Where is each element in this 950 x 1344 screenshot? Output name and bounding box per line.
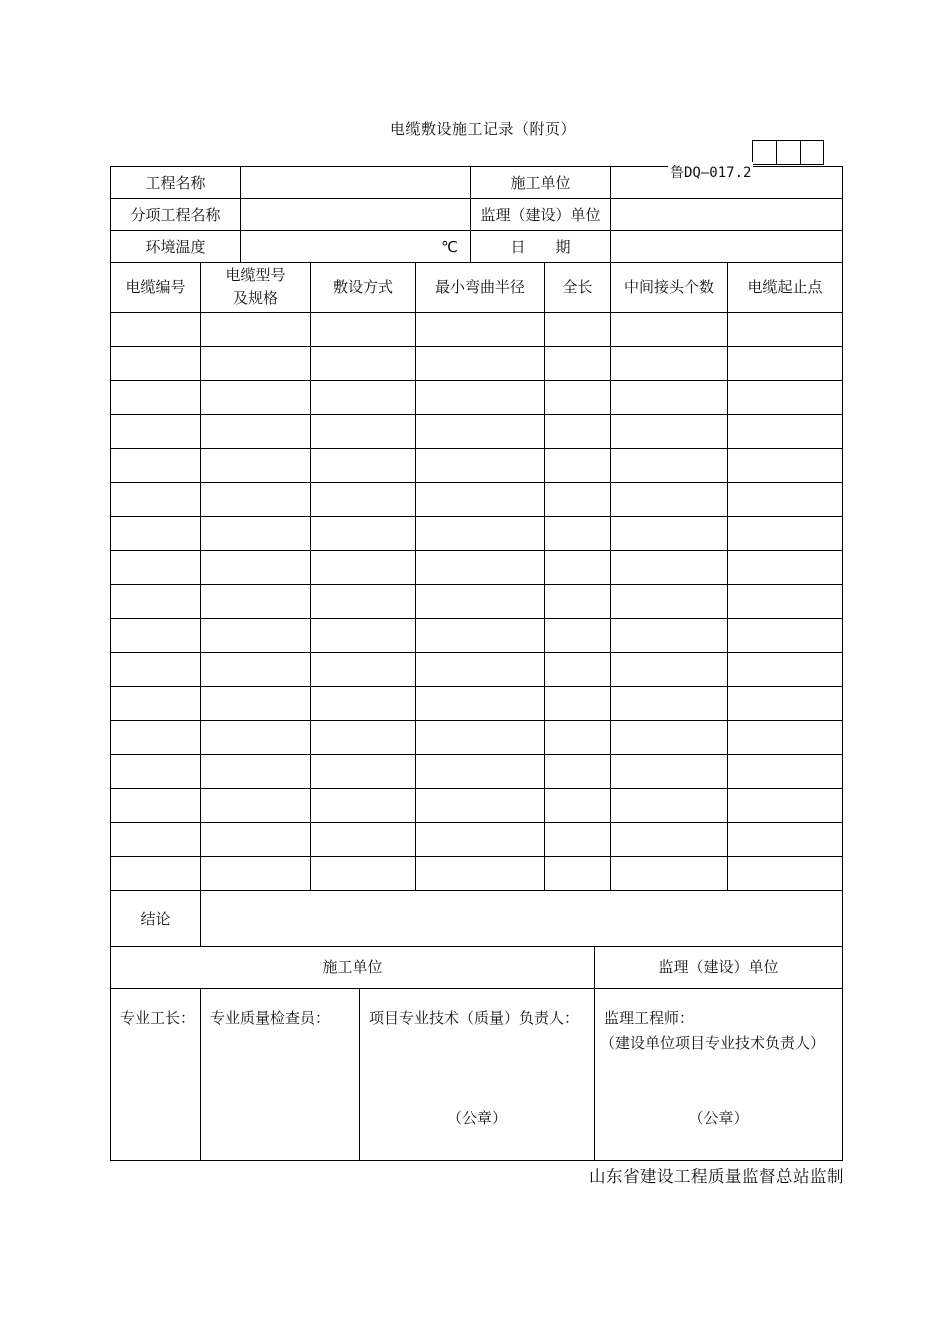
- table-cell[interactable]: [728, 380, 843, 414]
- table-cell[interactable]: [545, 686, 611, 720]
- table-cell[interactable]: [311, 482, 416, 516]
- supervision-unit-field[interactable]: [611, 199, 843, 231]
- table-cell[interactable]: [111, 856, 201, 890]
- table-cell[interactable]: [111, 618, 201, 652]
- table-cell[interactable]: [111, 380, 201, 414]
- table-cell[interactable]: [416, 584, 545, 618]
- table-cell[interactable]: [545, 720, 611, 754]
- table-cell[interactable]: [311, 788, 416, 822]
- sub-project-label: 分项工程名称: [111, 199, 241, 231]
- table-cell[interactable]: [311, 720, 416, 754]
- table-cell[interactable]: [545, 516, 611, 550]
- table-row: [111, 720, 843, 754]
- table-cell[interactable]: [611, 516, 728, 550]
- table-cell[interactable]: [201, 822, 311, 856]
- table-cell[interactable]: [311, 686, 416, 720]
- table-cell[interactable]: [611, 618, 728, 652]
- table-cell[interactable]: [611, 788, 728, 822]
- table-cell[interactable]: [416, 754, 545, 788]
- table-cell[interactable]: [416, 380, 545, 414]
- table-cell[interactable]: [545, 380, 611, 414]
- signature-table: [110, 946, 843, 1161]
- table-cell[interactable]: [311, 516, 416, 550]
- table-row: [111, 346, 843, 380]
- table-cell[interactable]: [201, 584, 311, 618]
- table-cell[interactable]: [545, 822, 611, 856]
- table-cell[interactable]: [111, 448, 201, 482]
- table-cell[interactable]: [311, 448, 416, 482]
- table-cell[interactable]: [728, 822, 843, 856]
- table-cell[interactable]: [545, 584, 611, 618]
- foreman-sign-cell[interactable]: [111, 988, 201, 1160]
- table-cell[interactable]: [416, 550, 545, 584]
- table-cell[interactable]: [545, 482, 611, 516]
- table-cell[interactable]: [728, 788, 843, 822]
- table-cell[interactable]: [111, 686, 201, 720]
- table-row: [111, 856, 843, 890]
- table-cell[interactable]: [416, 448, 545, 482]
- table-cell[interactable]: [311, 414, 416, 448]
- table-cell[interactable]: [728, 652, 843, 686]
- date-label: 日 期: [471, 231, 611, 263]
- foreman-label: 专业工长：: [120, 1008, 196, 1027]
- table-cell[interactable]: [201, 448, 311, 482]
- column-header: 中间接头个数: [611, 262, 728, 312]
- column-header-row: [111, 262, 843, 312]
- table-cell[interactable]: [545, 856, 611, 890]
- table-row: [111, 584, 843, 618]
- table-cell[interactable]: [728, 346, 843, 380]
- sub-project-field[interactable]: [241, 199, 471, 231]
- table-cell[interactable]: [111, 584, 201, 618]
- table-cell[interactable]: [611, 720, 728, 754]
- table-cell[interactable]: [201, 516, 311, 550]
- table-cell[interactable]: [728, 686, 843, 720]
- table-cell[interactable]: [201, 618, 311, 652]
- quality-inspector-sign-cell[interactable]: [201, 988, 360, 1160]
- env-temp-field[interactable]: [241, 231, 471, 263]
- table-cell[interactable]: [611, 686, 728, 720]
- conclusion-field[interactable]: [201, 890, 843, 946]
- form-title: 电缆敷设施工记录（附页）: [389, 120, 576, 138]
- table-row: [111, 380, 843, 414]
- code-box[interactable]: [752, 140, 776, 165]
- table-cell[interactable]: [611, 414, 728, 448]
- table-cell[interactable]: [611, 584, 728, 618]
- date-field[interactable]: [611, 231, 843, 263]
- table-cell[interactable]: [311, 754, 416, 788]
- table-cell[interactable]: [611, 822, 728, 856]
- table-cell[interactable]: [201, 414, 311, 448]
- table-cell[interactable]: [201, 550, 311, 584]
- table-cell[interactable]: [416, 788, 545, 822]
- table-cell[interactable]: [728, 618, 843, 652]
- project-name-label: 工程名称: [111, 167, 241, 199]
- table-cell[interactable]: [728, 584, 843, 618]
- table-row: [111, 652, 843, 686]
- table-cell[interactable]: [201, 686, 311, 720]
- table-cell[interactable]: [311, 822, 416, 856]
- env-temp-label: 环境温度: [111, 231, 241, 263]
- table-cell[interactable]: [416, 618, 545, 652]
- table-row: [111, 482, 843, 516]
- table-cell[interactable]: [611, 482, 728, 516]
- code-box[interactable]: [776, 140, 800, 165]
- table-cell[interactable]: [416, 482, 545, 516]
- table-cell[interactable]: [611, 754, 728, 788]
- table-cell[interactable]: [111, 346, 201, 380]
- table-cell[interactable]: [311, 584, 416, 618]
- table-cell[interactable]: [416, 414, 545, 448]
- table-cell[interactable]: [111, 788, 201, 822]
- table-cell[interactable]: [611, 856, 728, 890]
- supervision-unit-heading: 监理（建设）单位: [595, 946, 843, 988]
- table-cell[interactable]: [611, 380, 728, 414]
- table-cell[interactable]: [201, 856, 311, 890]
- seal-left: （公章）: [447, 1108, 508, 1127]
- table-cell[interactable]: [416, 720, 545, 754]
- table-cell[interactable]: [611, 550, 728, 584]
- table-cell[interactable]: [611, 346, 728, 380]
- table-cell[interactable]: [311, 380, 416, 414]
- table-cell[interactable]: [111, 414, 201, 448]
- table-cell[interactable]: [111, 822, 201, 856]
- table-cell[interactable]: [111, 312, 201, 346]
- table-cell[interactable]: [728, 516, 843, 550]
- table-cell[interactable]: [311, 312, 416, 346]
- conclusion-row: [111, 890, 843, 946]
- temp-unit: ℃: [441, 237, 458, 256]
- table-cell[interactable]: [728, 414, 843, 448]
- cable-table: [110, 262, 843, 947]
- table-cell[interactable]: [416, 516, 545, 550]
- table-cell[interactable]: [111, 652, 201, 686]
- column-header: 电缆起止点: [728, 262, 843, 312]
- code-boxes: [752, 140, 824, 165]
- table-cell[interactable]: [545, 754, 611, 788]
- table-cell[interactable]: [311, 652, 416, 686]
- table-cell[interactable]: [416, 686, 545, 720]
- table-cell[interactable]: [201, 652, 311, 686]
- table-cell[interactable]: [611, 652, 728, 686]
- table-cell[interactable]: [728, 482, 843, 516]
- column-header: 电缆型号 及规格: [201, 262, 311, 312]
- tech-lead-label: 项目专业技术（质量）负责人：: [369, 1008, 580, 1027]
- table-cell[interactable]: [201, 788, 311, 822]
- table-cell[interactable]: [201, 380, 311, 414]
- table-row: [111, 550, 843, 584]
- table-cell[interactable]: [416, 856, 545, 890]
- table-cell[interactable]: [728, 312, 843, 346]
- table-row: [111, 788, 843, 822]
- table-row: [111, 414, 843, 448]
- table-cell[interactable]: [728, 754, 843, 788]
- table-cell[interactable]: [545, 788, 611, 822]
- table-cell[interactable]: [728, 550, 843, 584]
- table-cell[interactable]: [201, 754, 311, 788]
- column-header: 电缆编号: [111, 262, 201, 312]
- conclusion-label: 结论: [111, 890, 201, 946]
- table-cell[interactable]: [728, 448, 843, 482]
- supervisor-sign-cell[interactable]: [595, 988, 843, 1160]
- table-cell[interactable]: [545, 448, 611, 482]
- table-cell[interactable]: [311, 856, 416, 890]
- table-row: [111, 448, 843, 482]
- table-row: [111, 822, 843, 856]
- table-cell[interactable]: [201, 720, 311, 754]
- footer-issuer: 山东省建设工程质量监督总站监制: [589, 1167, 844, 1186]
- table-cell[interactable]: [728, 720, 843, 754]
- table-cell[interactable]: [545, 550, 611, 584]
- table-cell[interactable]: [111, 550, 201, 584]
- table-cell[interactable]: [545, 652, 611, 686]
- tech-lead-sign-cell[interactable]: [360, 988, 595, 1160]
- table-cell[interactable]: [611, 312, 728, 346]
- table-cell[interactable]: [111, 482, 201, 516]
- construction-unit-heading: 施工单位: [111, 946, 595, 988]
- table-cell[interactable]: [111, 754, 201, 788]
- table-cell[interactable]: [416, 346, 545, 380]
- table-cell[interactable]: [611, 448, 728, 482]
- column-header: 全长: [545, 262, 611, 312]
- table-cell[interactable]: [728, 856, 843, 890]
- table-cell[interactable]: [311, 346, 416, 380]
- table-cell[interactable]: [416, 822, 545, 856]
- table-row: [111, 686, 843, 720]
- table-cell[interactable]: [545, 618, 611, 652]
- table-cell[interactable]: [111, 720, 201, 754]
- project-name-field[interactable]: [241, 167, 471, 199]
- construction-unit-label: 施工单位: [471, 167, 611, 199]
- supervision-unit-label: 监理（建设）单位: [471, 199, 611, 231]
- table-cell[interactable]: [311, 618, 416, 652]
- table-cell[interactable]: [545, 346, 611, 380]
- table-cell[interactable]: [201, 482, 311, 516]
- table-row: [111, 312, 843, 346]
- table-cell[interactable]: [201, 312, 311, 346]
- table-cell[interactable]: [201, 346, 311, 380]
- document-code: 鲁DQ—017.2: [668, 162, 753, 182]
- table-row: [111, 754, 843, 788]
- table-cell[interactable]: [111, 516, 201, 550]
- quality-inspector-label: 专业质量检查员：: [210, 1008, 331, 1027]
- code-box[interactable]: [800, 140, 824, 165]
- column-header: 最小弯曲半径: [416, 262, 545, 312]
- table-cell[interactable]: [416, 312, 545, 346]
- supervisor-label: 监理工程师：: [604, 1008, 695, 1027]
- seal-right: （公章）: [688, 1108, 749, 1127]
- table-cell[interactable]: [416, 652, 545, 686]
- table-cell[interactable]: [311, 550, 416, 584]
- table-row: [111, 516, 843, 550]
- supervisor-sublabel: （建设单位项目专业技术负责人）: [600, 1033, 826, 1052]
- table-row: [111, 618, 843, 652]
- table-cell[interactable]: [545, 414, 611, 448]
- table-cell[interactable]: [545, 312, 611, 346]
- column-header: 敷设方式: [311, 262, 416, 312]
